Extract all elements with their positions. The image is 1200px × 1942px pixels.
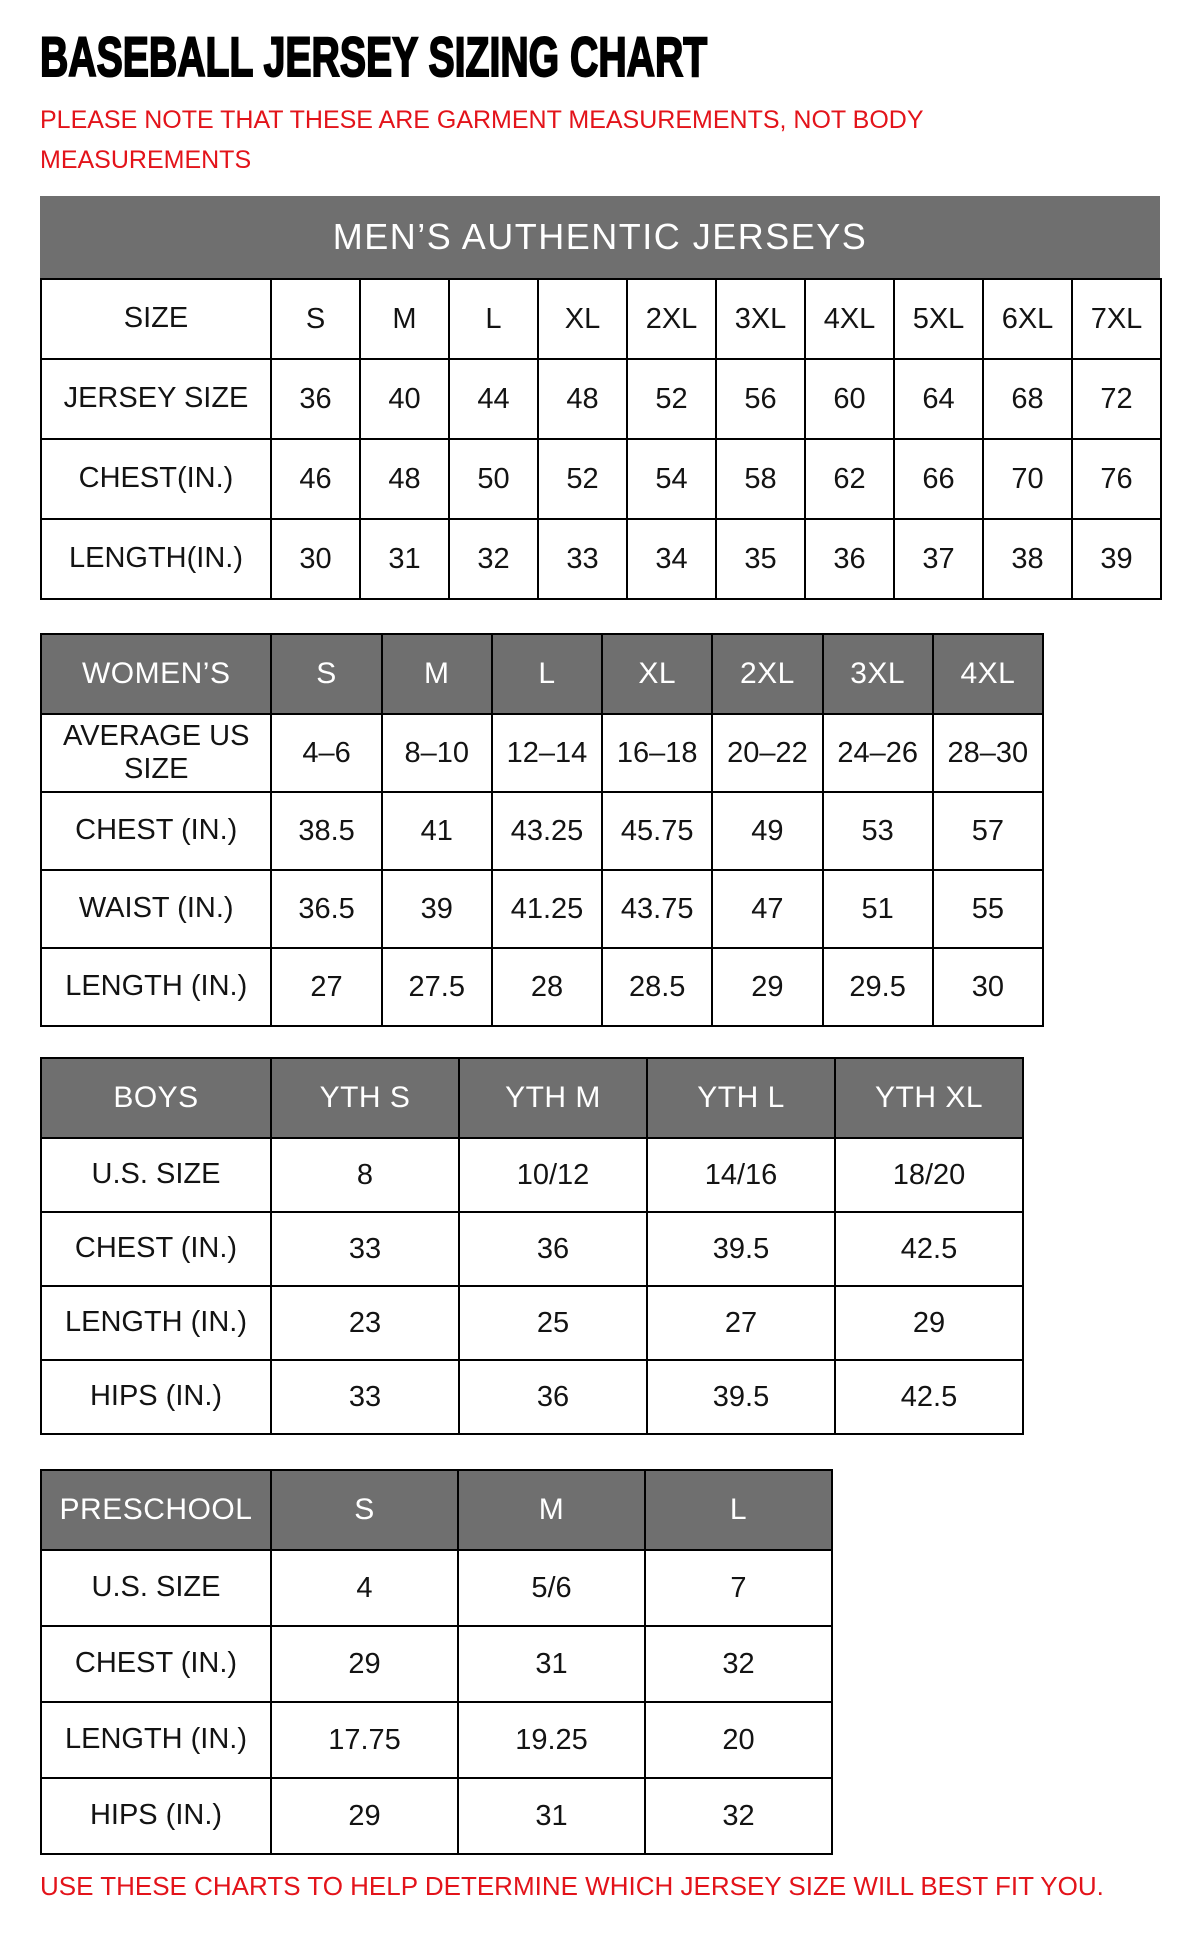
table-row <box>41 1286 1023 1360</box>
page-title: BASEBALL JERSEY SIZING CHART <box>40 25 708 88</box>
value-cell: 30 <box>271 519 360 599</box>
value-cell: 29 <box>712 948 822 1026</box>
preschool-table-section <box>40 1469 1200 1855</box>
row-label-cell: HIPS (IN.) <box>41 1778 271 1854</box>
table-row <box>41 948 1043 1026</box>
value-cell: 34 <box>627 519 716 599</box>
page-title-row <box>40 25 1200 88</box>
value-cell: 49 <box>712 792 822 870</box>
table-row <box>41 359 1161 439</box>
row-label-cell: U.S. SIZE <box>41 1138 271 1212</box>
value-cell: 4XL <box>805 279 894 359</box>
value-cell: 16–18 <box>602 714 712 792</box>
value-cell: 40 <box>360 359 449 439</box>
mens-table-title-bar: MEN’S AUTHENTIC JERSEYS <box>40 196 1160 278</box>
value-cell: 33 <box>271 1360 459 1434</box>
mens-sizing-table <box>40 278 1162 600</box>
value-cell: 38.5 <box>271 792 381 870</box>
value-cell: 2XL <box>627 279 716 359</box>
value-cell: 39 <box>1072 519 1161 599</box>
value-cell: XL <box>538 279 627 359</box>
column-header-cell: XL <box>602 634 712 714</box>
value-cell: 44 <box>449 359 538 439</box>
value-cell: 31 <box>458 1778 645 1854</box>
value-cell: 41 <box>382 792 492 870</box>
value-cell: 24–26 <box>823 714 933 792</box>
table-row <box>41 1212 1023 1286</box>
value-cell: 6XL <box>983 279 1072 359</box>
value-cell: M <box>360 279 449 359</box>
table-row <box>41 439 1161 519</box>
row-label-cell: CHEST (IN.) <box>41 1626 271 1702</box>
table-row <box>41 714 1043 792</box>
column-header-cell: M <box>458 1470 645 1550</box>
value-cell: 32 <box>449 519 538 599</box>
value-cell: 5XL <box>894 279 983 359</box>
row-label-cell: WAIST (IN.) <box>41 870 271 948</box>
value-cell: 29 <box>271 1626 458 1702</box>
garment-measurements-note: PLEASE NOTE THAT THESE ARE GARMENT MEASUREMENTS, NOT BODY MEASUREMENTS <box>40 106 924 174</box>
value-cell: 76 <box>1072 439 1161 519</box>
value-cell: 36 <box>271 359 360 439</box>
value-cell: 36 <box>805 519 894 599</box>
column-header-cell: S <box>271 1470 458 1550</box>
table-row <box>41 519 1161 599</box>
value-cell: 52 <box>538 439 627 519</box>
value-cell: 45.75 <box>602 792 712 870</box>
value-cell: 20–22 <box>712 714 822 792</box>
row-label-cell: U.S. SIZE <box>41 1550 271 1626</box>
value-cell: 36.5 <box>271 870 381 948</box>
value-cell: 31 <box>360 519 449 599</box>
table-row <box>41 1550 832 1626</box>
value-cell: 56 <box>716 359 805 439</box>
value-cell: 39 <box>382 870 492 948</box>
value-cell: 23 <box>271 1286 459 1360</box>
value-cell: 66 <box>894 439 983 519</box>
value-cell: 58 <box>716 439 805 519</box>
value-cell: 33 <box>271 1212 459 1286</box>
value-cell: 38 <box>983 519 1072 599</box>
value-cell: 51 <box>823 870 933 948</box>
value-cell: S <box>271 279 360 359</box>
value-cell: 39.5 <box>647 1360 835 1434</box>
value-cell: 48 <box>360 439 449 519</box>
value-cell: 3XL <box>716 279 805 359</box>
mens-table-section <box>40 196 1200 600</box>
value-cell: 43.75 <box>602 870 712 948</box>
value-cell: 29.5 <box>823 948 933 1026</box>
value-cell: 27.5 <box>382 948 492 1026</box>
value-cell: 14/16 <box>647 1138 835 1212</box>
row-label-cell: LENGTH (IN.) <box>41 948 271 1026</box>
value-cell: 29 <box>271 1778 458 1854</box>
value-cell: 8–10 <box>382 714 492 792</box>
value-cell: 8 <box>271 1138 459 1212</box>
row-label-cell: SIZE <box>41 279 271 359</box>
value-cell: 19.25 <box>458 1702 645 1778</box>
value-cell: 41.25 <box>492 870 602 948</box>
table-title-cell: BOYS <box>41 1058 271 1138</box>
table-header-row <box>41 1058 1023 1138</box>
table-row <box>41 1778 832 1854</box>
table-row <box>41 1626 832 1702</box>
value-cell: 48 <box>538 359 627 439</box>
value-cell: L <box>449 279 538 359</box>
value-cell: 72 <box>1072 359 1161 439</box>
value-cell: 20 <box>645 1702 832 1778</box>
value-cell: 29 <box>835 1286 1023 1360</box>
column-header-cell: YTH XL <box>835 1058 1023 1138</box>
value-cell: 35 <box>716 519 805 599</box>
value-cell: 47 <box>712 870 822 948</box>
value-cell: 7 <box>645 1550 832 1626</box>
value-cell: 70 <box>983 439 1072 519</box>
column-header-cell: YTH L <box>647 1058 835 1138</box>
value-cell: 37 <box>894 519 983 599</box>
column-header-cell: S <box>271 634 381 714</box>
value-cell: 7XL <box>1072 279 1161 359</box>
value-cell: 52 <box>627 359 716 439</box>
value-cell: 28.5 <box>602 948 712 1026</box>
table-row <box>41 792 1043 870</box>
value-cell: 17.75 <box>271 1702 458 1778</box>
value-cell: 5/6 <box>458 1550 645 1626</box>
womens-table-section <box>40 633 1200 1027</box>
row-label-cell: LENGTH(IN.) <box>41 519 271 599</box>
value-cell: 36 <box>459 1212 647 1286</box>
value-cell: 53 <box>823 792 933 870</box>
womens-sizing-table <box>40 633 1044 1027</box>
value-cell: 43.25 <box>492 792 602 870</box>
table-row <box>41 279 1161 359</box>
value-cell: 25 <box>459 1286 647 1360</box>
row-label-cell: CHEST (IN.) <box>41 1212 271 1286</box>
row-label-cell: LENGTH (IN.) <box>41 1286 271 1360</box>
value-cell: 32 <box>645 1778 832 1854</box>
value-cell: 28 <box>492 948 602 1026</box>
value-cell: 42.5 <box>835 1212 1023 1286</box>
value-cell: 31 <box>458 1626 645 1702</box>
value-cell: 27 <box>647 1286 835 1360</box>
table-row <box>41 1702 832 1778</box>
column-header-cell: 2XL <box>712 634 822 714</box>
column-header-cell: 3XL <box>823 634 933 714</box>
table-row <box>41 1138 1023 1212</box>
row-label-cell: HIPS (IN.) <box>41 1360 271 1434</box>
value-cell: 39.5 <box>647 1212 835 1286</box>
value-cell: 4–6 <box>271 714 381 792</box>
value-cell: 57 <box>933 792 1043 870</box>
value-cell: 46 <box>271 439 360 519</box>
value-cell: 33 <box>538 519 627 599</box>
value-cell: 42.5 <box>835 1360 1023 1434</box>
value-cell: 36 <box>459 1360 647 1434</box>
row-label-cell: JERSEY SIZE <box>41 359 271 439</box>
value-cell: 18/20 <box>835 1138 1023 1212</box>
fit-advice-footer: USE THESE CHARTS TO HELP DETERMINE WHICH JERSEY SIZE WILL BEST FIT YOU. <box>40 1871 1104 1901</box>
value-cell: 54 <box>627 439 716 519</box>
table-row <box>41 870 1043 948</box>
value-cell: 27 <box>271 948 381 1026</box>
column-header-cell: YTH M <box>459 1058 647 1138</box>
value-cell: 10/12 <box>459 1138 647 1212</box>
table-title-cell: WOMEN’S <box>41 634 271 714</box>
value-cell: 28–30 <box>933 714 1043 792</box>
value-cell: 32 <box>645 1626 832 1702</box>
column-header-cell: 4XL <box>933 634 1043 714</box>
row-label-cell: CHEST(IN.) <box>41 439 271 519</box>
boys-table-section <box>40 1057 1200 1435</box>
column-header-cell: M <box>382 634 492 714</box>
value-cell: 12–14 <box>492 714 602 792</box>
column-header-cell: YTH S <box>271 1058 459 1138</box>
row-label-cell: CHEST (IN.) <box>41 792 271 870</box>
value-cell: 68 <box>983 359 1072 439</box>
value-cell: 4 <box>271 1550 458 1626</box>
table-header-row <box>41 1470 832 1550</box>
table-title-cell: PRESCHOOL <box>41 1470 271 1550</box>
value-cell: 50 <box>449 439 538 519</box>
value-cell: 64 <box>894 359 983 439</box>
boys-sizing-table <box>40 1057 1024 1435</box>
value-cell: 62 <box>805 439 894 519</box>
preschool-sizing-table <box>40 1469 833 1855</box>
table-header-row <box>41 634 1043 714</box>
row-label-cell: LENGTH (IN.) <box>41 1702 271 1778</box>
column-header-cell: L <box>492 634 602 714</box>
value-cell: 60 <box>805 359 894 439</box>
table-row <box>41 1360 1023 1434</box>
row-label-cell: AVERAGE US SIZE <box>41 714 271 792</box>
value-cell: 30 <box>933 948 1043 1026</box>
column-header-cell: L <box>645 1470 832 1550</box>
value-cell: 55 <box>933 870 1043 948</box>
